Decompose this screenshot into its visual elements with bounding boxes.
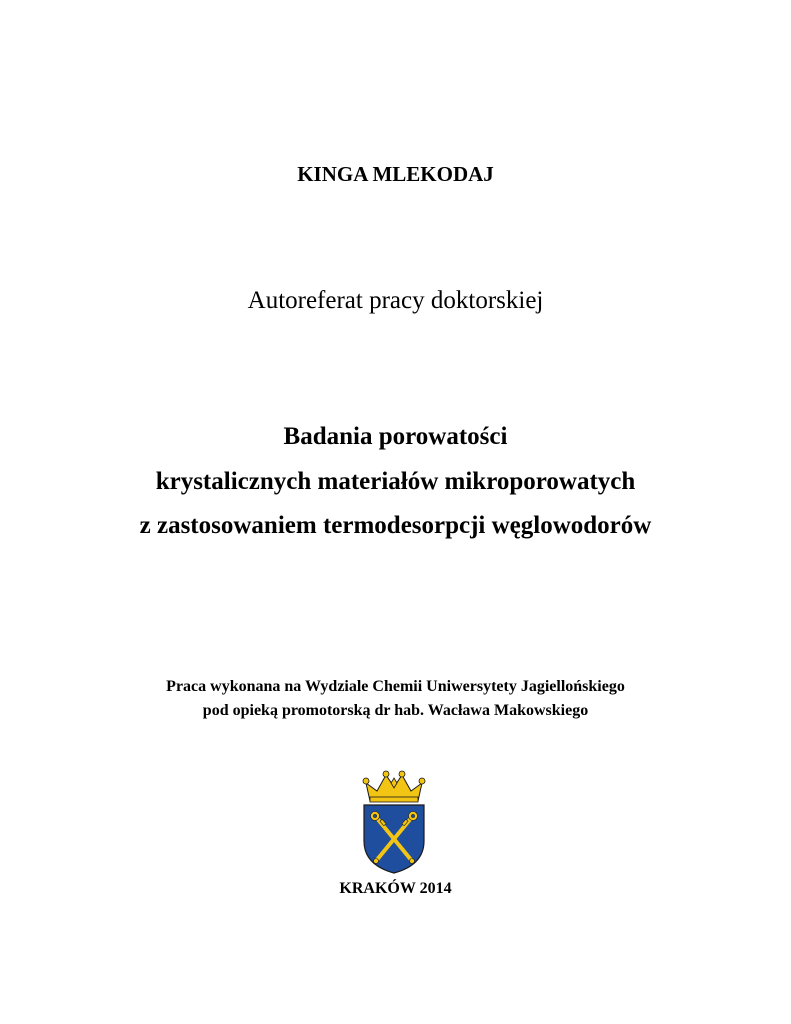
thesis-title-line: Badania porowatości [283,423,508,450]
supervisor-info-line: pod opieką promotorską dr hab. Wacława Makowskiego [202,702,589,719]
author-name: KINGA MLEKODAJ [297,162,494,186]
faculty-info-line: Praca wykonana na Wydziale Chemii Uniwersytety Jagiellońskiego [166,678,625,695]
thesis-title-line: z zastosowaniem termodesorpcji węglowodorów [139,512,652,539]
university-crest-icon [360,769,428,875]
thesis-title-line: krystalicznych materiałów mikroporowatych [155,468,636,495]
place-and-year: KRAKÓW 2014 [339,880,452,897]
crown-icon [363,771,425,802]
document-subtitle: Autoreferat pracy doktorskiej [247,287,544,314]
